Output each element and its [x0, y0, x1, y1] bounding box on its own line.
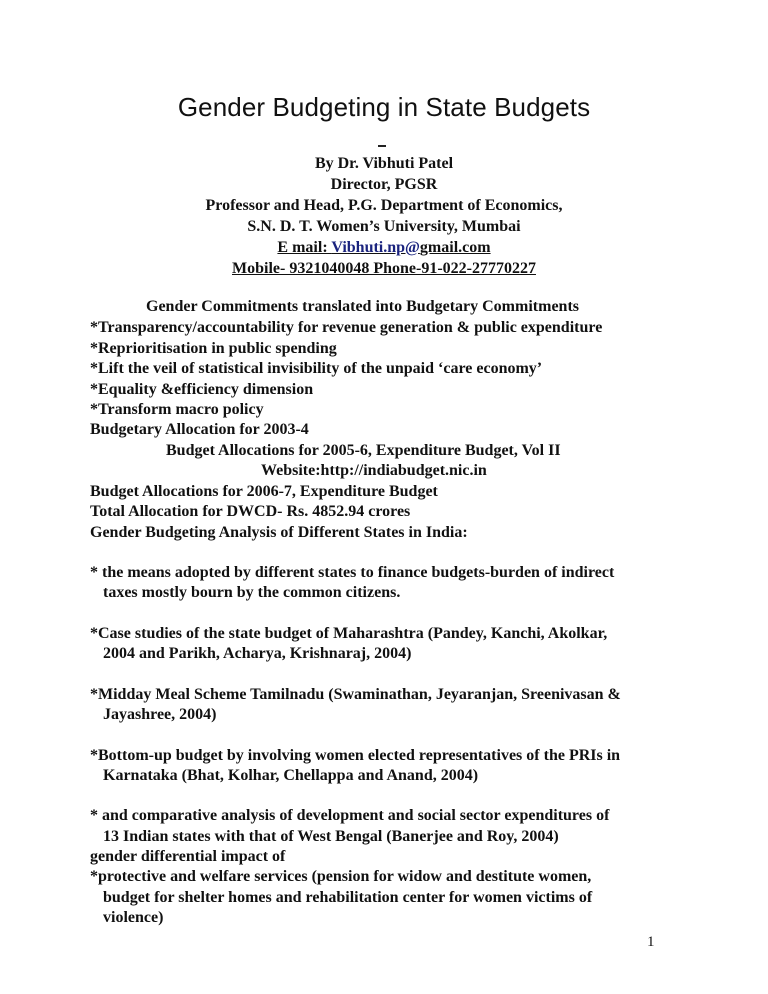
- author-contact: Mobile- 9321040048 Phone-91-022-27770227: [232, 260, 536, 277]
- title-mark: [378, 145, 386, 147]
- point-second-line: taxes mostly bourn by the common citizens.: [103, 584, 401, 601]
- point-second-line: Karnataka (Bhat, Kolhar, Chellappa and Anand, 2004): [103, 767, 479, 784]
- impact-line: budget for shelter homes and rehabilitation center for women victims of: [103, 889, 593, 906]
- author-role: Director, PGSR: [330, 176, 438, 193]
- email-link[interactable]: Vibhuti.np@: [331, 239, 420, 256]
- point-first-line: * the means adopted by different states to finance budgets-burden of indirect: [90, 564, 615, 581]
- analysis-heading: Gender Budgeting Analysis of Different States in India:: [90, 524, 468, 541]
- commitment-item: *Transform macro policy: [90, 401, 264, 418]
- budget-website: Website:http://indiabudget.nic.in: [261, 462, 487, 479]
- commitments-heading: Gender Commitments translated into Budgetary Commitments: [146, 298, 579, 315]
- allocation-2005: Budget Allocations for 2005-6, Expenditure Budget, Vol II: [166, 442, 561, 459]
- commitment-item: *Equality &efficiency dimension: [90, 381, 314, 398]
- point-first-line: *Case studies of the state budget of Maharashtra (Pandey, Kanchi, Akolkar,: [90, 625, 608, 642]
- commitment-item: *Reprioritisation in public spending: [90, 340, 337, 357]
- impact-line: violence): [103, 909, 164, 926]
- page-number: 1: [647, 934, 655, 950]
- point-first-line: *Midday Meal Scheme Tamilnadu (Swaminathan, Jeyaranjan, Sreenivasan &: [90, 686, 621, 703]
- impact-line: *protective and welfare services (pension for widow and destitute women,: [90, 868, 592, 885]
- email-label: E mail:: [277, 239, 332, 256]
- commitment-item: *Lift the veil of statistical invisibility of the unpaid ‘care economy’: [90, 360, 543, 377]
- allocation-2006: Budget Allocations for 2006-7, Expenditure Budget: [90, 483, 438, 500]
- commitment-item: *Transparency/accountability for revenue generation & public expenditure: [90, 319, 603, 336]
- point-second-line: 13 Indian states with that of West Bengal (Banerjee and Roy, 2004): [103, 828, 559, 845]
- email-domain: gmail.com: [419, 239, 491, 256]
- impact-heading: gender differential impact of: [90, 848, 286, 865]
- author-position: Professor and Head, P.G. Department of Economics,: [205, 197, 563, 214]
- point-second-line: 2004 and Parikh, Acharya, Krishnaraj, 2004): [103, 645, 412, 662]
- point-first-line: * and comparative analysis of development and social sector expenditures of: [90, 807, 610, 824]
- author-email: [0, 239, 768, 257]
- author-university: S.N. D. T. Women’s University, Mumbai: [247, 218, 521, 235]
- author-name: By Dr. Vibhuti Patel: [314, 155, 454, 172]
- document-title: Gender Budgeting in State Budgets: [177, 92, 591, 122]
- point-first-line: *Bottom-up budget by involving women elected representatives of the PRIs in: [90, 747, 621, 764]
- dwcd-allocation: Total Allocation for DWCD- Rs. 4852.94 crores: [90, 503, 411, 520]
- point-second-line: Jayashree, 2004): [103, 706, 217, 723]
- allocation-2003: Budgetary Allocation for 2003-4: [90, 421, 309, 438]
